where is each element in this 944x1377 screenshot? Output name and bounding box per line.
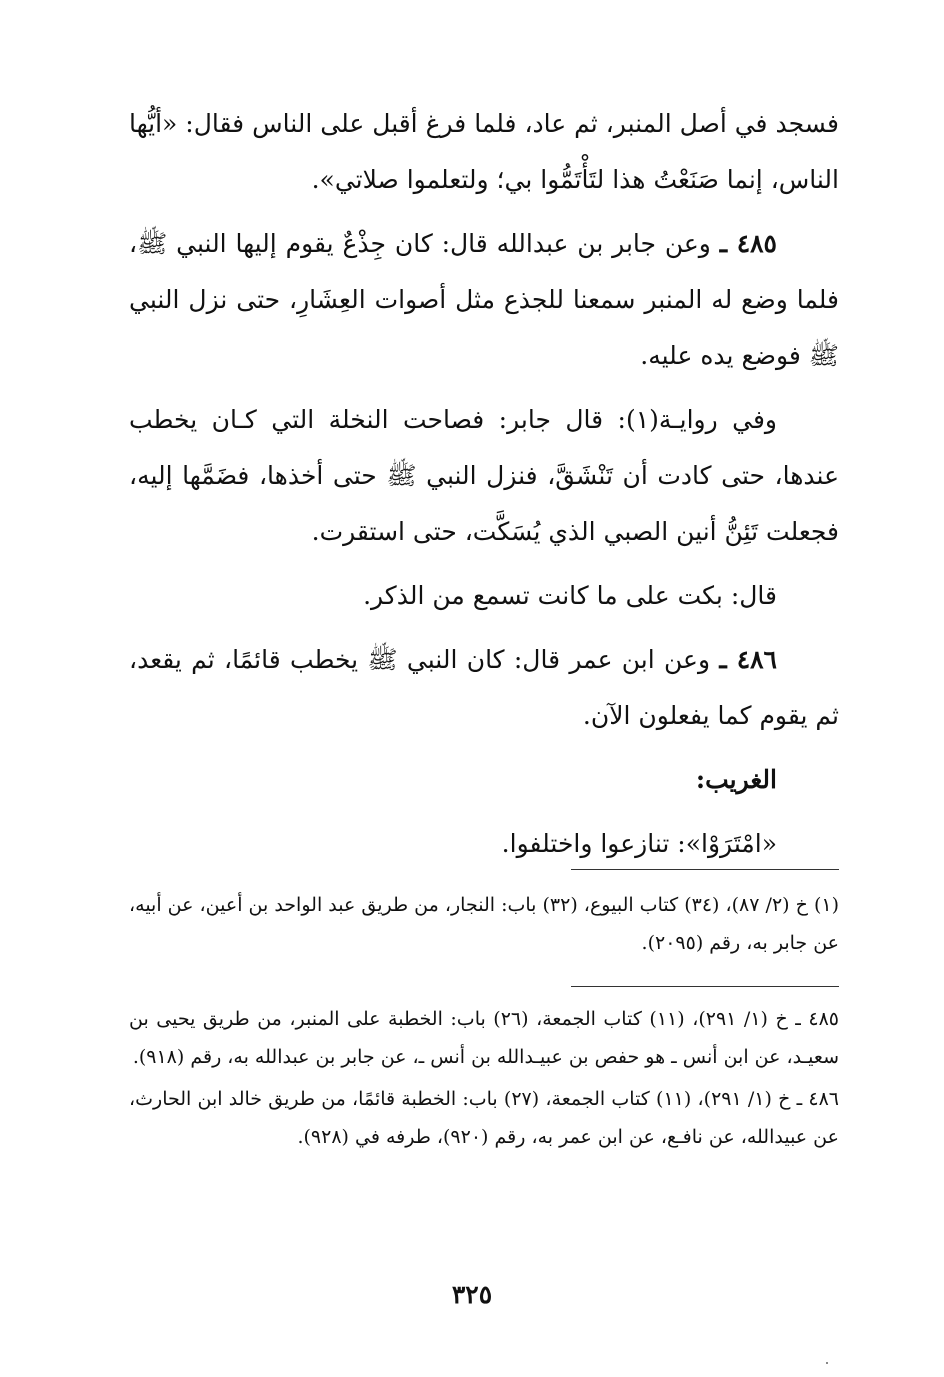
scan-speck [826,1362,828,1364]
hadith-number: ٤٨٦ ـ [719,645,777,674]
main-text [129,96,839,872]
hadith-486 [129,632,839,744]
footnote-divider [571,869,839,870]
hadith-text: وعن جابر بن عبدالله قال: كان جِذْعٌ يقوم إليها النبي ﷺ، فلما وضع له المنبر سمعنا للجذع مثل أصوات العِشَارِ، حتى نزل النبي ﷺ فوضع يده عليه. [129,229,839,370]
riwaya-paragraph: وفي روايـة(١): قال جابر: فصاحت النخلة التي كـان يخطب عندها، حتى كادت أن تَنْشَقَّ، فنزل النبي ﷺ حتى أخذها، فضَمَّها إليه، فجعلت تَئِنُّ أنين الصبي الذي يُسَكَّت، حتى استقرت. [129,405,839,546]
takhrij-485: ٤٨٥ ـ خ (١/ ٢٩١)، (١١) كتاب الجمعة، (٢٦) باب: الخطبة على المنبر، من طريق يحيى بن سعيـد، عن ابن أنس ـ هو حفص بن عبيـدالله بن أنس ـ، عن جابر بن عبدالله به، رقم (٩١٨). [129,1008,839,1068]
gharib-entry: «امْتَرَوْا»: تنازعوا واختلفوا. [501,829,777,858]
paragraph-continuation: فسجد في أصل المنبر، ثم عاد، فلما فرغ أقبل على الناس فقال: «أيُّها الناس، إنما صَنَعْتُ هذا لتَأْتَمُّوا بي؛ ولتعلموا صلاتي». [129,109,839,194]
gharib-heading: الغريب: [695,765,777,794]
hadith-number: ٤٨٥ ـ [719,229,777,258]
takhrij-block [129,1000,839,1160]
hadith-485 [129,216,839,384]
qala-paragraph: قال: بكت على ما كانت تسمع من الذكر. [363,581,777,610]
hadith-text: وعن ابن عمر قال: كان النبي ﷺ يخطب قائمًا، ثم يقعد، ثم يقوم كما يفعلون الآن. [129,645,839,730]
footnote-block [129,886,839,966]
takhrij-486: ٤٨٦ ـ خ (١/ ٢٩١)، (١١) كتاب الجمعة، (٢٧) باب: الخطبة قائمًا، من طريق خالد ابن الحارث، عن عبيدالله، عن نافـع، عن ابن عمر به، رقم (٩٢٠)، طرفه في (٩٢٨). [129,1088,839,1148]
takhrij-divider [571,986,839,987]
page-number: ٣٢٥ [451,1280,493,1309]
footnote-1: (١) خ (٢/ ٨٧)، (٣٤) كتاب البيوع، (٣٢) باب: النجار، من طريق عبد الواحد بن أعين، عن أبيه، عن جابر به، رقم (٢٠٩٥). [129,894,839,954]
